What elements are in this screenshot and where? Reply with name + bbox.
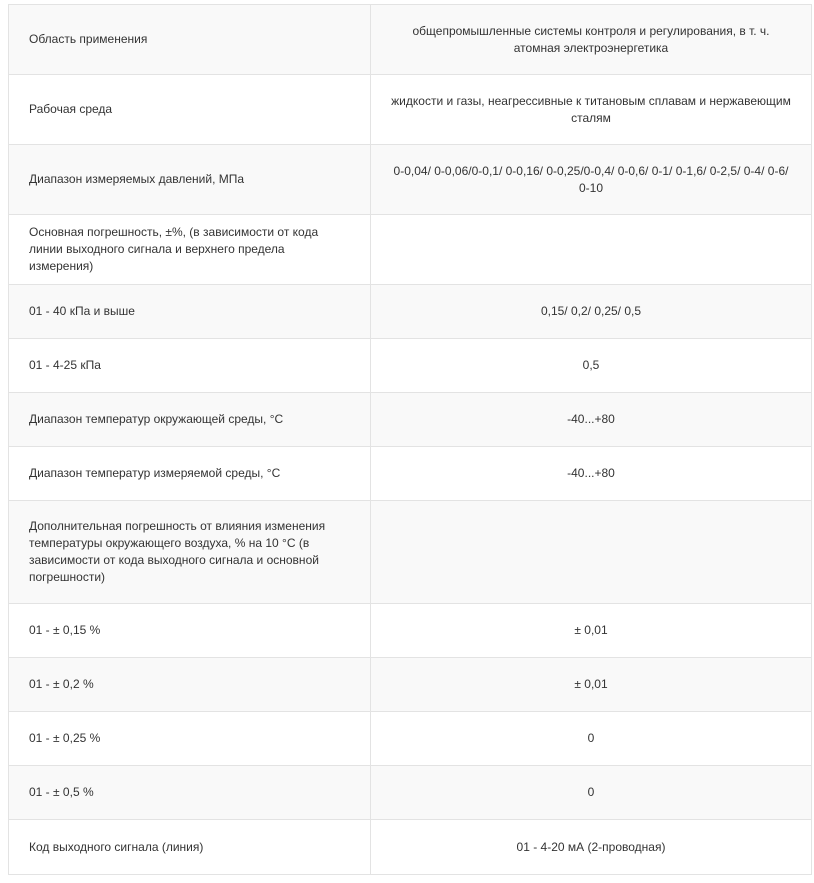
table-row (9, 339, 812, 393)
table-row (9, 145, 812, 215)
row-label: 01 - ± 0,5 % (9, 766, 371, 820)
row-label: 01 - ± 0,15 % (9, 604, 371, 658)
row-value: жидкости и газы, неагрессивные к титановым сплавам и нержавеющим сталям (371, 75, 812, 145)
row-value: -40...+80 (371, 447, 812, 501)
row-value: ± 0,01 (371, 604, 812, 658)
table-row (9, 658, 812, 712)
row-label: Диапазон измеряемых давлений, МПа (9, 145, 371, 215)
row-label: Рабочая среда (9, 75, 371, 145)
row-value: 01 - 4-20 мА (2-проводная) (371, 820, 812, 875)
row-label: Диапазон температур измеряемой среды, °С (9, 447, 371, 501)
row-label: Основная погрешность, ±%, (в зависимости от кода линии выходного сигнала и верхнего предела измерения) (9, 215, 371, 285)
row-label: Диапазон температур окружающей среды, °С (9, 393, 371, 447)
row-label: Код выходного сигнала (линия) (9, 820, 371, 875)
row-value: -40...+80 (371, 393, 812, 447)
table-row (9, 447, 812, 501)
row-value: общепромышленные системы контроля и регулирования, в т. ч. атомная электроэнергетика (371, 5, 812, 75)
table-row (9, 75, 812, 145)
row-label: 01 - 40 кПа и выше (9, 285, 371, 339)
specifications-table (8, 4, 812, 875)
row-label: Дополнительная погрешность от влияния изменения температуры окружающего воздуха, % на 10 °С (в зависимости от кода выходного сигнала и основной погрешности) (9, 501, 371, 604)
table-row (9, 285, 812, 339)
row-value: 0-0,04/ 0-0,06/0-0,1/ 0-0,16/ 0-0,25/0-0,4/ 0-0,6/ 0-1/ 0-1,6/ 0-2,5/ 0-4/ 0-6/ 0-10 (371, 145, 812, 215)
table-row (9, 501, 812, 604)
row-value: 0,15/ 0,2/ 0,25/ 0,5 (371, 285, 812, 339)
row-value: 0,5 (371, 339, 812, 393)
table-row (9, 604, 812, 658)
row-label: Область применения (9, 5, 371, 75)
row-value: ± 0,01 (371, 658, 812, 712)
row-label: 01 - 4-25 кПа (9, 339, 371, 393)
row-value (371, 215, 812, 285)
table-row (9, 215, 812, 285)
row-label: 01 - ± 0,2 % (9, 658, 371, 712)
table-row (9, 766, 812, 820)
table-row (9, 820, 812, 875)
row-value: 0 (371, 712, 812, 766)
row-label: 01 - ± 0,25 % (9, 712, 371, 766)
row-value (371, 501, 812, 604)
table-row (9, 5, 812, 75)
table-row (9, 393, 812, 447)
table-row (9, 712, 812, 766)
row-value: 0 (371, 766, 812, 820)
